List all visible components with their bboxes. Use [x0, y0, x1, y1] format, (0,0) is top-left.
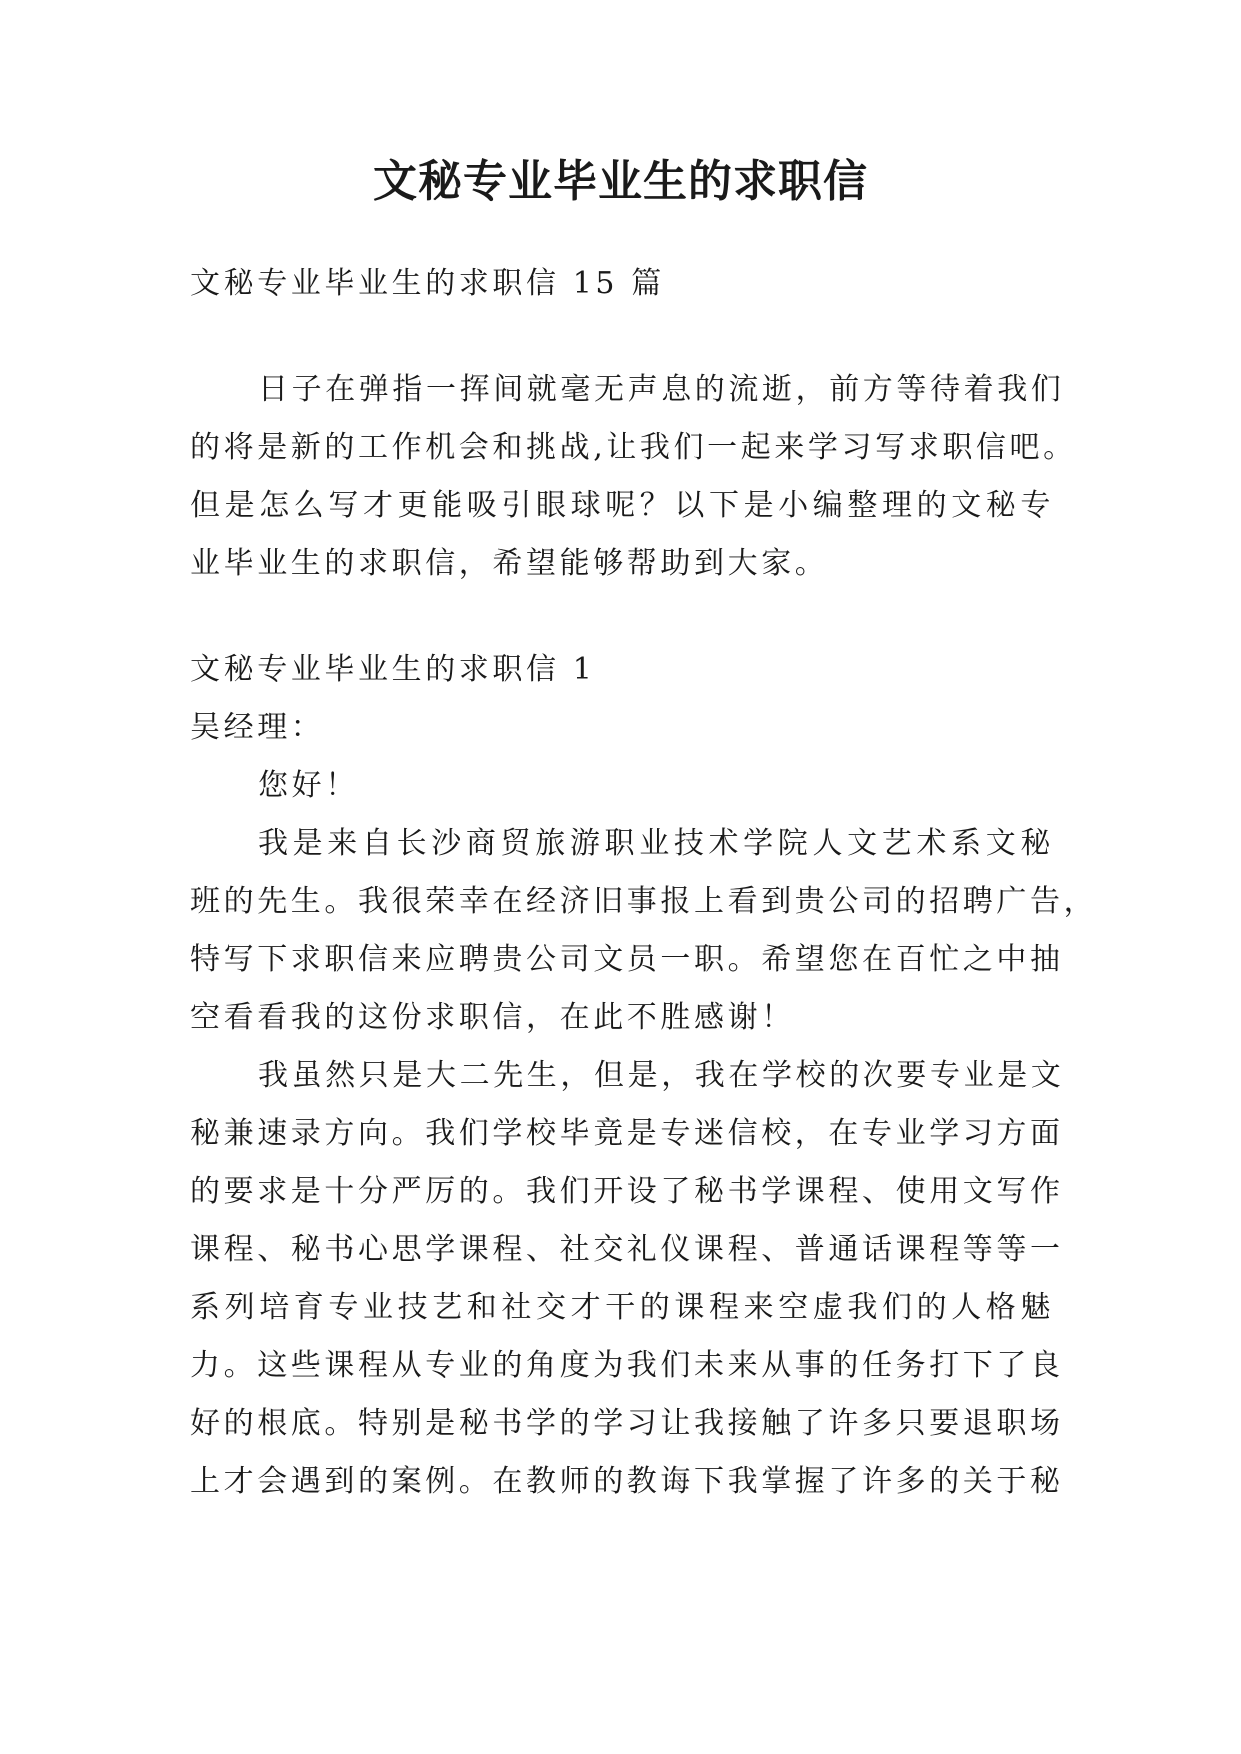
intro-line-2: 的将是新的工作机会和挑战,让我们一起来学习写求职信吧。	[190, 430, 1077, 465]
paragraph2-line-3: 的要求是十分严厉的。我们开设了秘书学课程、使用文写作	[190, 1174, 1064, 1209]
document-title: 文秘专业毕业生的求职信	[373, 156, 868, 207]
paragraph2-line-5: 系列培育专业技艺和社交才干的课程来空虚我们的人格魅	[190, 1290, 1054, 1325]
intro-line-4: 业毕业生的求职信，希望能够帮助到大家。	[190, 546, 829, 581]
intro-line-3: 但是怎么写才更能吸引眼球呢？以下是小编整理的文秘专	[190, 488, 1054, 523]
paragraph1-line-1: 我是来自长沙商贸旅游职业技术学院人文艺术系文秘	[258, 826, 1054, 861]
paragraph2-line-4: 课程、秘书心思学课程、社交礼仪课程、普通话课程等等一	[190, 1232, 1064, 1267]
greeting: 您好！	[258, 768, 359, 803]
paragraph2-line-6: 力。这些课程从专业的角度为我们未来从事的任务打下了良	[190, 1348, 1064, 1383]
paragraph2-line-1: 我虽然只是大二先生，但是，我在学校的次要专业是文	[258, 1058, 1065, 1093]
paragraph2-line-7: 好的根底。特别是秘书学的学习让我接触了许多只要退职场	[190, 1406, 1064, 1441]
intro-line-1: 日子在弹指一挥间就毫无声息的流逝，前方等待着我们	[258, 372, 1065, 407]
paragraph1-line-3: 特写下求职信来应聘贵公司文员一职。希望您在百忙之中抽	[190, 942, 1064, 977]
document-subtitle: 文秘专业毕业生的求职信 15 篇	[190, 266, 665, 301]
paragraph2-line-2: 秘兼速录方向。我们学校毕竟是专迷信校，在专业学习方面	[190, 1116, 1064, 1151]
paragraph1-line-2: 班的先生。我很荣幸在经济旧事报上看到贵公司的招聘广告，	[190, 884, 1098, 919]
paragraph2-line-8: 上才会遇到的案例。在教师的教诲下我掌握了许多的关于秘	[190, 1464, 1064, 1499]
salutation: 吴经理：	[190, 710, 325, 745]
paragraph1-line-4: 空看看我的这份求职信，在此不胜感谢！	[190, 1000, 795, 1035]
section-heading: 文秘专业毕业生的求职信 1	[190, 652, 596, 687]
